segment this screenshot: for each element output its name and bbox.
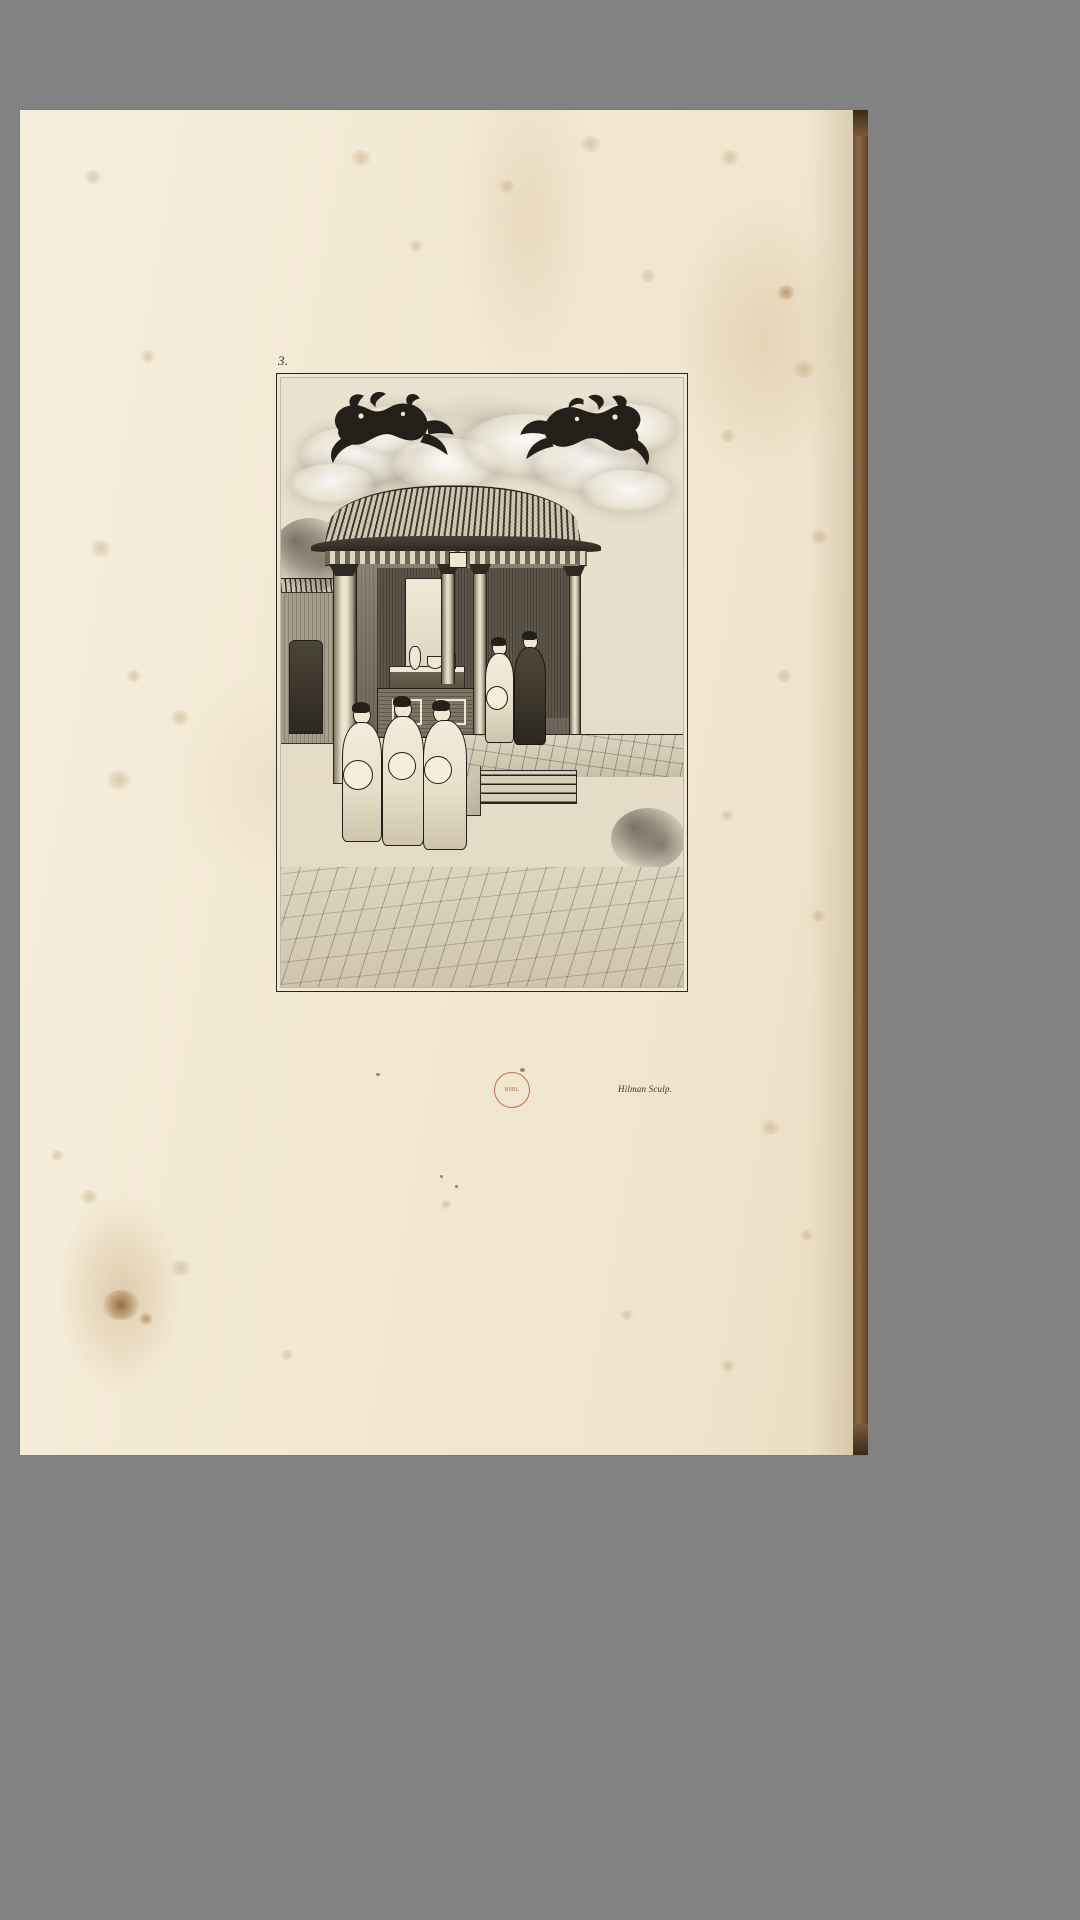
figure-terrace-left bbox=[483, 640, 515, 744]
figure-robe bbox=[514, 647, 546, 745]
figure-front-center bbox=[381, 700, 425, 846]
dragon-right-icon bbox=[511, 394, 656, 476]
figure-hair bbox=[432, 700, 450, 711]
altar-vase bbox=[409, 646, 421, 670]
figure-hair bbox=[352, 702, 370, 713]
figure-front-right bbox=[421, 704, 467, 850]
book-binding-edge bbox=[853, 110, 868, 1455]
book-binding-edge-bottom bbox=[853, 1424, 868, 1455]
figure-terrace-right bbox=[513, 634, 547, 746]
figure-sleeve bbox=[424, 756, 452, 784]
engraved-plate bbox=[276, 373, 688, 992]
figure-robe bbox=[382, 716, 424, 846]
collection-stamp bbox=[494, 1072, 530, 1108]
figure-sleeve bbox=[388, 752, 416, 780]
collection-stamp-text: BIBL bbox=[504, 1086, 520, 1093]
figure-sleeve bbox=[343, 760, 373, 790]
stone-steps bbox=[477, 770, 577, 804]
book-binding-edge-top bbox=[853, 110, 868, 136]
figure-sleeve bbox=[486, 686, 508, 710]
figure-front-left bbox=[341, 706, 383, 842]
pillar-far-right bbox=[569, 568, 581, 754]
side-gateway bbox=[289, 640, 323, 734]
figure-robe bbox=[423, 720, 467, 850]
dragon-left-icon bbox=[321, 390, 461, 470]
plate-number: 3. bbox=[278, 353, 289, 368]
book-page bbox=[20, 110, 865, 1455]
figure-hair bbox=[491, 637, 506, 646]
plate-artwork bbox=[281, 378, 683, 987]
figure-hair bbox=[522, 631, 537, 640]
shrub-right bbox=[611, 808, 683, 870]
courtyard-paving bbox=[281, 867, 683, 987]
engraver-credit: Hilman Sculp. bbox=[618, 1084, 673, 1094]
figure-hair bbox=[393, 696, 411, 707]
pillar-center bbox=[441, 566, 455, 684]
